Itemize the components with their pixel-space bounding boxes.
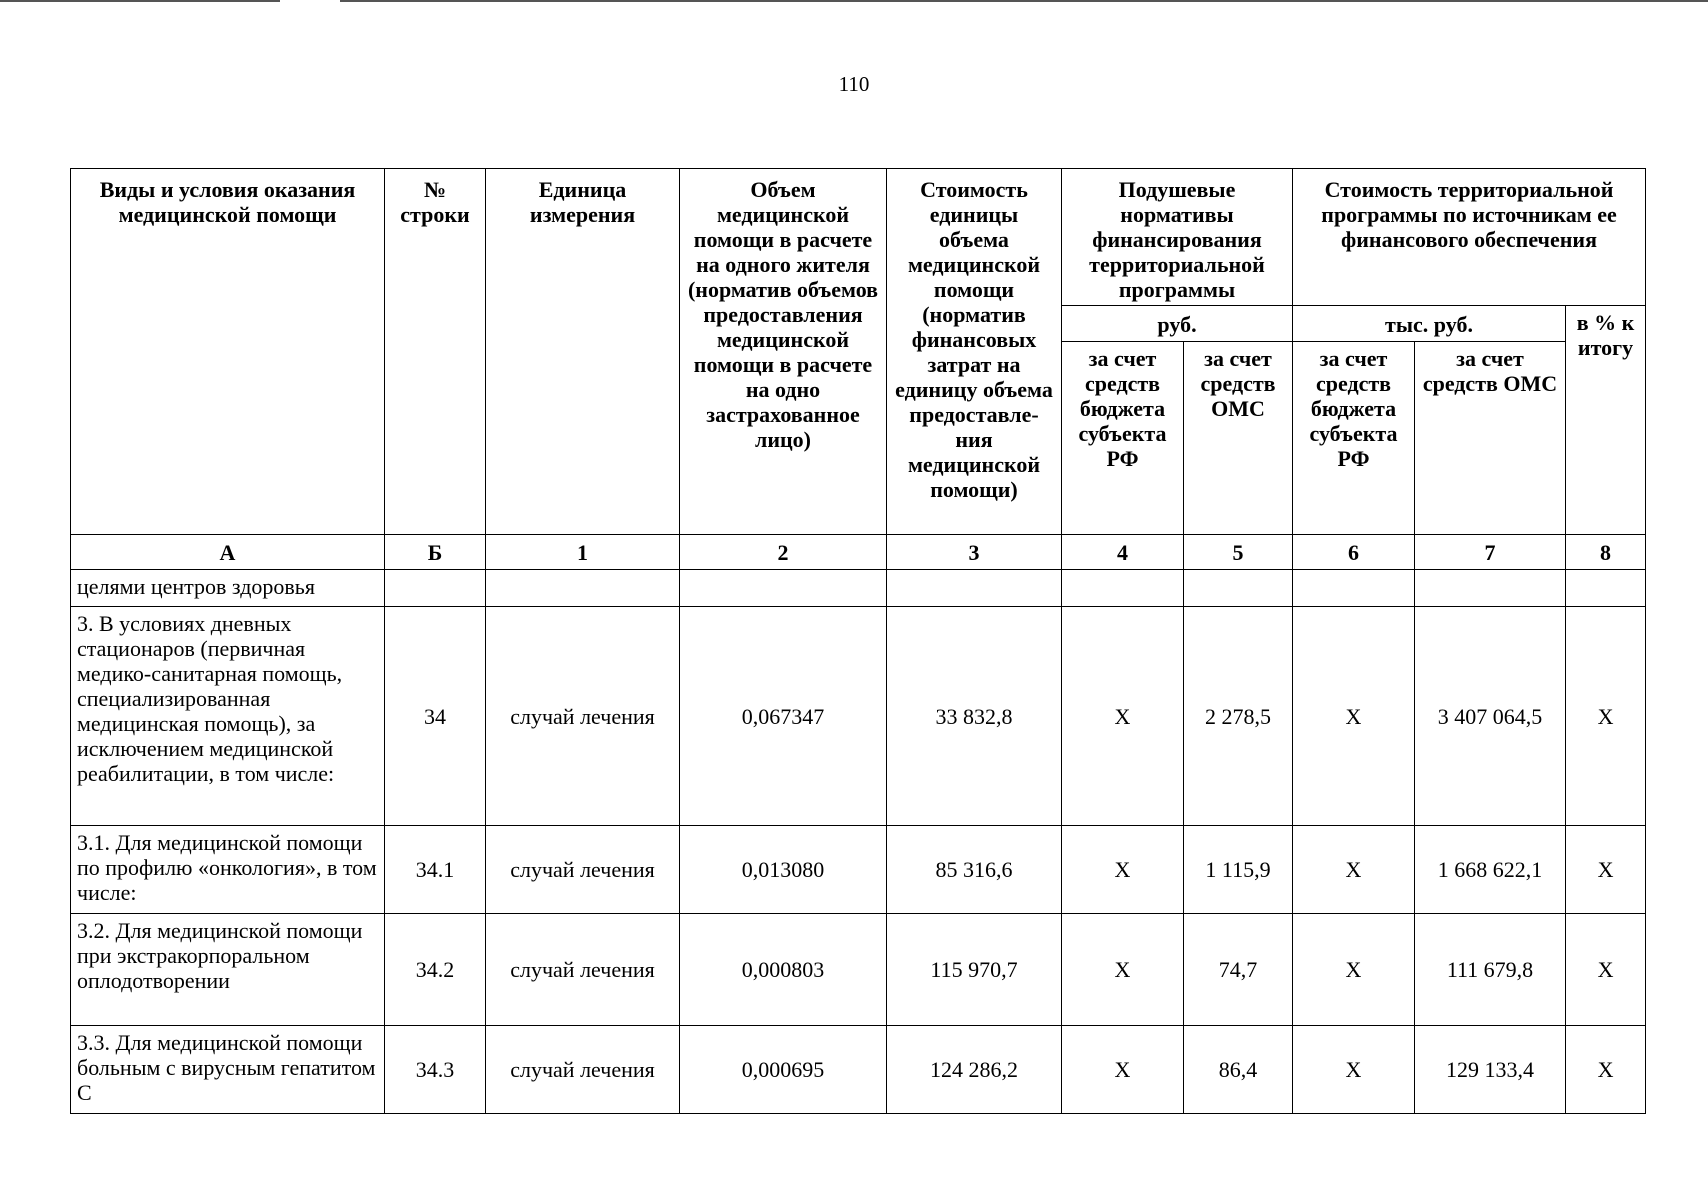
row-c4: Х bbox=[1062, 914, 1184, 1026]
table-row bbox=[71, 826, 1646, 914]
index-cell: 2 bbox=[680, 535, 887, 570]
index-cell: 6 bbox=[1293, 535, 1415, 570]
header-col-5: за счет средств ОМС bbox=[1184, 342, 1293, 535]
row-c8: Х bbox=[1566, 607, 1646, 826]
index-cell: 4 bbox=[1062, 535, 1184, 570]
row-c4: Х bbox=[1062, 826, 1184, 914]
index-cell: 5 bbox=[1184, 535, 1293, 570]
row-num: 34.3 bbox=[385, 1026, 486, 1114]
row-num: 34.2 bbox=[385, 914, 486, 1026]
row-c7: 111 679,8 bbox=[1415, 914, 1566, 1026]
table-row bbox=[71, 1026, 1646, 1114]
index-cell: 1 bbox=[486, 535, 680, 570]
header-rub: руб. bbox=[1062, 306, 1293, 342]
row-c7: 3 407 064,5 bbox=[1415, 607, 1566, 826]
page-number: 110 bbox=[838, 72, 870, 96]
row-num bbox=[385, 570, 486, 607]
financing-table bbox=[70, 168, 1646, 1114]
row-c5: 74,7 bbox=[1184, 914, 1293, 1026]
header-col-a: Виды и условия оказания медицинской помощи bbox=[71, 169, 385, 535]
row-name: 3.3. Для медицинской помощи больным с вирусным гепатитом С bbox=[71, 1026, 385, 1114]
table-row bbox=[71, 607, 1646, 826]
row-cost: 85 316,6 bbox=[887, 826, 1062, 914]
row-num: 34.1 bbox=[385, 826, 486, 914]
header-total-cost: Стоимость территориальной программы по источникам ее финансового обеспечения bbox=[1293, 169, 1646, 306]
row-c5: 86,4 bbox=[1184, 1026, 1293, 1114]
row-unit bbox=[486, 570, 680, 607]
header-row-1 bbox=[71, 169, 1646, 306]
header-col-2: Объем медицинской помощи в расчете на одного жителя (норматив объемов предоставления медицинской помощи в расчете на одно застрахованное лицо) bbox=[680, 169, 887, 535]
header-col-7: за счет средств ОМС bbox=[1415, 342, 1566, 535]
row-vol: 0,067347 bbox=[680, 607, 887, 826]
index-cell: Б bbox=[385, 535, 486, 570]
row-c8: Х bbox=[1566, 826, 1646, 914]
row-c5 bbox=[1184, 570, 1293, 607]
top-rule-left bbox=[0, 0, 280, 2]
row-name: 3. В условиях дневных стационаров (первичная медико-санитарная помощь, специализированная медицинская помощь), за исключением медицинской реабилитации, в том числе: bbox=[71, 607, 385, 826]
header-col-6: за счет средств бюджета субъекта РФ bbox=[1293, 342, 1415, 535]
row-vol: 0,013080 bbox=[680, 826, 887, 914]
row-c7 bbox=[1415, 570, 1566, 607]
row-c6: Х bbox=[1293, 607, 1415, 826]
table-row bbox=[71, 570, 1646, 607]
index-row bbox=[71, 535, 1646, 570]
row-c7: 129 133,4 bbox=[1415, 1026, 1566, 1114]
row-c5: 2 278,5 bbox=[1184, 607, 1293, 826]
header-col-4: за счет средств бюджета субъекта РФ bbox=[1062, 342, 1184, 535]
index-cell: 7 bbox=[1415, 535, 1566, 570]
header-col-1: Единица измерения bbox=[486, 169, 680, 535]
row-c8: Х bbox=[1566, 914, 1646, 1026]
row-c8: Х bbox=[1566, 1026, 1646, 1114]
row-name: целями центров здоровья bbox=[71, 570, 385, 607]
row-num: 34 bbox=[385, 607, 486, 826]
row-unit: случай лечения bbox=[486, 1026, 680, 1114]
row-cost: 124 286,2 bbox=[887, 1026, 1062, 1114]
header-per-capita: Подушевые нормативы финансирования территориальной программы bbox=[1062, 169, 1293, 306]
row-cost: 115 970,7 bbox=[887, 914, 1062, 1026]
row-name: 3.1. Для медицинской помощи по профилю «онкология», в том числе: bbox=[71, 826, 385, 914]
row-c6: Х bbox=[1293, 826, 1415, 914]
row-c4 bbox=[1062, 570, 1184, 607]
row-name: 3.2. Для медицинской помощи при экстракорпоральном оплодотворении bbox=[71, 914, 385, 1026]
row-unit: случай лечения bbox=[486, 914, 680, 1026]
table-row bbox=[71, 914, 1646, 1026]
index-cell: 3 bbox=[887, 535, 1062, 570]
row-vol: 0,000803 bbox=[680, 914, 887, 1026]
row-c4: Х bbox=[1062, 607, 1184, 826]
row-c6: Х bbox=[1293, 1026, 1415, 1114]
row-vol bbox=[680, 570, 887, 607]
row-c6 bbox=[1293, 570, 1415, 607]
row-c8 bbox=[1566, 570, 1646, 607]
header-col-3: Стоимость единицы объема медицинской помощи (норматив финансовых затрат на единицу объема предоставле-ния медицинской помощи) bbox=[887, 169, 1062, 535]
header-col-b: № строки bbox=[385, 169, 486, 535]
index-cell: 8 bbox=[1566, 535, 1646, 570]
row-c6: Х bbox=[1293, 914, 1415, 1026]
top-rule-right bbox=[340, 0, 1708, 2]
row-c4: Х bbox=[1062, 1026, 1184, 1114]
row-vol: 0,000695 bbox=[680, 1026, 887, 1114]
row-unit: случай лечения bbox=[486, 607, 680, 826]
row-c5: 1 115,9 bbox=[1184, 826, 1293, 914]
header-thous-rub: тыс. руб. bbox=[1293, 306, 1566, 342]
row-c7: 1 668 622,1 bbox=[1415, 826, 1566, 914]
header-pct: в % к итогу bbox=[1566, 306, 1646, 535]
row-cost bbox=[887, 570, 1062, 607]
row-cost: 33 832,8 bbox=[887, 607, 1062, 826]
row-unit: случай лечения bbox=[486, 826, 680, 914]
index-cell: А bbox=[71, 535, 385, 570]
